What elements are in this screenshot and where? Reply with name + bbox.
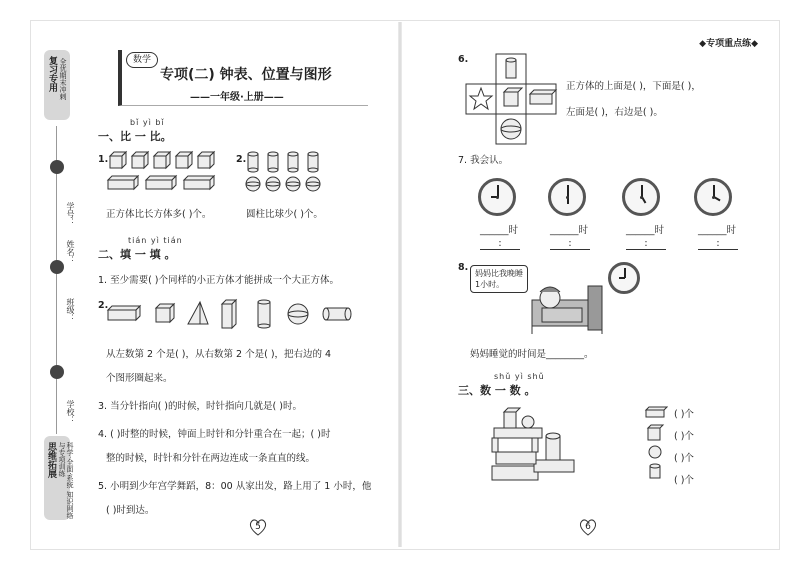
fill-q4-line2: 整的时候，时针和分针在两边连成一条直直的线。 [106, 453, 316, 464]
section-header: ◆专项重点练◆ [699, 39, 758, 49]
cube-icon [648, 425, 663, 440]
cylinder-icon [308, 152, 318, 172]
q8-text: 妈妈睡觉的时间是________。 [470, 349, 594, 360]
cube-icon [132, 152, 148, 168]
child-in-bed-illustration [528, 280, 608, 336]
tall-cuboid-icon [222, 300, 236, 328]
clock-center [640, 196, 643, 199]
sphere-icon [246, 177, 260, 191]
block-structure-figure [486, 406, 586, 486]
clock-label-3: ______时 [626, 225, 665, 236]
pyramid-icon [188, 302, 208, 324]
count-cube: ( )个 [674, 431, 694, 442]
s1-pinyin: bǐ yì bǐ [130, 118, 165, 127]
cylinder-icon [258, 300, 270, 328]
q2-number: 2. [236, 154, 247, 165]
cuboid-icon [108, 306, 140, 320]
speech-bubble: 妈妈比我晚睡1小时。 [470, 265, 528, 293]
q8-number: 8. [458, 262, 469, 273]
clock-center [496, 196, 499, 199]
subject-badge: 数学 [126, 52, 158, 68]
sphere-icon [286, 177, 300, 191]
clock-center [712, 196, 715, 199]
count-sphere: ( )个 [674, 453, 694, 464]
fill-q2-number: 2. [98, 300, 109, 311]
book-spine [398, 22, 402, 547]
clock-label-1: ______时 [480, 225, 519, 236]
page-title: 专项(二) 钟表、位置与图形 [160, 67, 332, 83]
fill-q3: 3. 当分针指向( )的时候，时针指向几就是( )时。 [98, 401, 302, 412]
cube-icon [176, 152, 192, 168]
q2-text: 圆柱比球少( )个。 [246, 209, 323, 220]
cuboid-icon [646, 407, 667, 417]
shapes-row-figure [104, 298, 354, 332]
q6-line1: 正方体的上面是( )，下面是( )， [566, 81, 701, 92]
cube-icon [156, 304, 174, 322]
clock-icon [608, 262, 640, 294]
q6-line2: 左面是( )，右边是( )。 [566, 107, 663, 118]
time-blank-1: : [480, 238, 520, 250]
time-blank-3: : [626, 238, 666, 250]
field-student-no: 学号： [66, 202, 75, 226]
bottom-note: 科学·全面·系统 知识网络与专项训练 [58, 442, 74, 519]
lying-cylinder-icon [323, 308, 351, 320]
sphere-icon [649, 446, 661, 458]
cylinder-icon [268, 152, 278, 172]
q6-number: 6. [458, 54, 469, 65]
fill-q2-line2: 个图形圈起来。 [106, 373, 173, 384]
field-school: 学校： [66, 400, 75, 424]
cube-net-figure [464, 52, 560, 146]
time-blank-2: : [550, 238, 590, 250]
binding-strip [44, 50, 75, 520]
cylinder-icon [248, 152, 258, 172]
page-subtitle: ——一年级·上册—— [190, 92, 284, 103]
s1-title: 一、比 一 比。 [98, 130, 172, 143]
cylinder-icon [650, 464, 660, 478]
cube-icon [154, 152, 170, 168]
fill-q5-line1: 5. 小明到少年宫学舞蹈，8：00 从家出发，路上用了 1 小时，他 [98, 481, 372, 492]
field-class: 班级： [66, 298, 75, 322]
clock-label-4: ______时 [698, 225, 737, 236]
clock-icon [548, 178, 586, 216]
clock-icon [622, 178, 660, 216]
page-number-left: 5 [255, 522, 261, 532]
count-cuboid: ( )个 [674, 409, 694, 420]
q1-number: 1. [98, 154, 109, 165]
cuboid-icon [184, 176, 214, 189]
cuboid-icon [146, 176, 176, 189]
clock-center [566, 196, 569, 199]
top-label: 复习专用 [47, 56, 57, 92]
cubes-and-cuboids-figure [106, 150, 226, 194]
count-cylinder: ( )个 [674, 475, 694, 486]
fill-q1: 1. 至少需要( )个同样的小正方体才能拼成一个大正方体。 [98, 275, 340, 286]
s2-title: 二、填 一 填 。 [98, 248, 176, 261]
cuboid-icon [108, 176, 138, 189]
fill-q5-line2: ( )时到达。 [106, 505, 155, 516]
hour-hand [619, 277, 625, 279]
q1-text: 正方体比长方体多( )个。 [106, 209, 212, 220]
field-name: 姓名： [66, 240, 75, 264]
count-legend-figure [644, 404, 668, 480]
fill-q4-line1: 4. ( )时整的时候，钟面上时针和分针重合在一起；( )时 [98, 429, 331, 440]
clock-icon [478, 178, 516, 216]
s2-pinyin: tián yì tián [128, 236, 183, 245]
binding-hole [50, 365, 64, 379]
cylinder-icon [288, 152, 298, 172]
s3-pinyin: shǔ yì shǔ [494, 372, 545, 381]
s3-title: 三、数 一 数 。 [458, 384, 536, 397]
q7-text: 7. 我会认。 [458, 155, 509, 166]
cylinder-icon [506, 58, 516, 78]
time-blank-4: : [698, 238, 738, 250]
sphere-icon [501, 119, 521, 139]
sphere-icon [306, 177, 320, 191]
cylinders-and-spheres-figure [244, 150, 334, 194]
cube-icon [198, 152, 214, 168]
binding-hole [50, 160, 64, 174]
clock-label-2: ______时 [550, 225, 589, 236]
cube-icon [110, 152, 126, 168]
bottom-label: 思维拓展 [46, 442, 56, 478]
sphere-icon [288, 304, 308, 324]
sphere-icon [266, 177, 280, 191]
top-note: 全优期末冲刺 [59, 58, 67, 100]
fill-q2-line1: 从左数第 2 个是( )，从右数第 2 个是( )，把右边的 4 [106, 349, 332, 360]
clock-icon [694, 178, 732, 216]
page-number-right: 6 [585, 522, 591, 532]
cuboid-icon [530, 90, 556, 104]
